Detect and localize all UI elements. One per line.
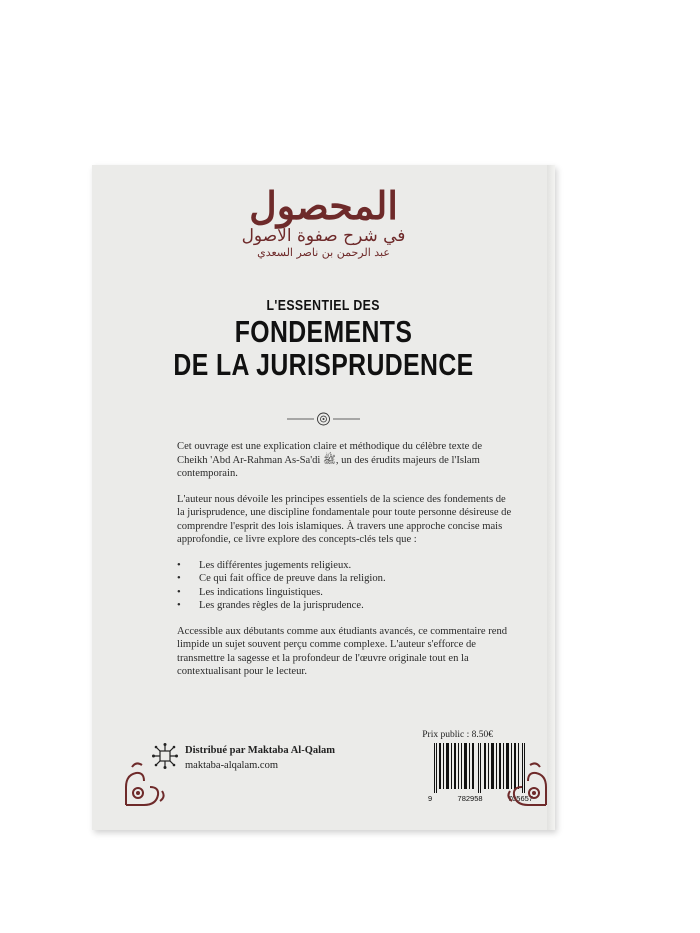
book-back-cover: [92, 165, 555, 830]
title-pre: L'ESSENTIEL DES: [266, 297, 381, 314]
concept-list: [177, 559, 515, 613]
price-label: Prix public : 8.50€: [422, 730, 493, 740]
distributor-name: Distribué par Maktaba Al-Qalam: [185, 745, 336, 756]
barcode-group-1: 782958: [457, 794, 483, 803]
list-item: • Ce qui fait office de preuve dans la religion.: [177, 572, 515, 586]
distributor-url: maktaba-alqalam.com: [185, 760, 278, 771]
barcode-group-2: 705657: [507, 794, 533, 803]
title-line-1: FONDEMENTS: [234, 314, 413, 349]
arabic-subtitle: في شرح صفوة الأصول: [241, 226, 406, 246]
arabic-calligraphy-title: [92, 185, 555, 259]
list-item: • Les différentes jugements religieux.: [177, 559, 515, 573]
arabic-author: عبد الرحمن بن ناصر السعدي: [257, 246, 390, 259]
ornament-divider: [92, 412, 555, 426]
arabic-main-title: المحصول: [249, 183, 398, 228]
title-line-2: DE LA JURISPRUDENCE: [173, 347, 474, 382]
french-title: [92, 297, 555, 381]
barcode-lead-digit: 9: [428, 794, 433, 803]
page-edge: [547, 165, 555, 830]
corner-ornament-right: [504, 757, 550, 809]
paragraph-intro: Cet ouvrage est une explication claire et méthodique du célèbre texte de Cheikh 'Abd Ar-Rahman As-Sa'di ﷺ, un des érudits majeurs de l'Islam contemporain.: [177, 441, 483, 479]
paragraph-closing: Accessible aux débutants comme aux étudiants avancés, ce commentaire rend limpide un sujet souvent perçu comme complexe. L'auteur s'efforce de transmettre la sagesse et la profondeur de l'œuvre originale tout en la contextualisant pour le lecteur.: [177, 625, 508, 677]
publisher-logo-icon: [152, 743, 178, 769]
description: [177, 440, 515, 691]
paragraph-main: L'auteur nous dévoile les principes essentiels de la science des fondements de la jurisprudence, une discipline fondamentale pour toute personne désireuse de comprendre l'esprit des lois islamiques. À travers une approche concise mais approfondie, ce livre explore des concepts-clés tels que :: [177, 493, 512, 545]
list-item: • Les grandes règles de la jurisprudence.: [177, 599, 515, 613]
list-item: • Les indications linguistiques.: [177, 586, 515, 600]
